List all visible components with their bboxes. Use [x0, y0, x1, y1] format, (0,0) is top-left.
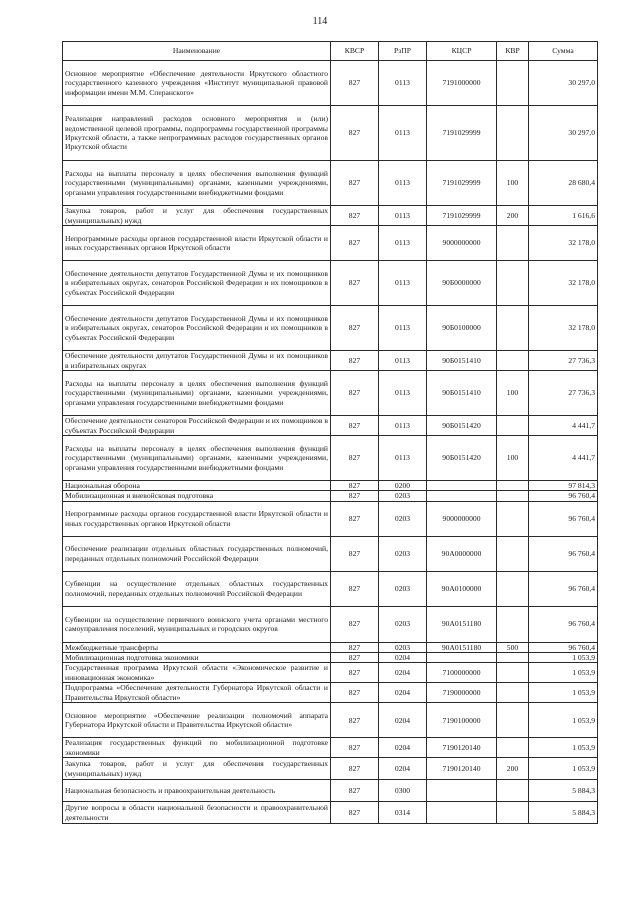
- cell-kcsr: 7191029999: [427, 206, 497, 226]
- table-row: [63, 758, 598, 780]
- cell-kvr: [497, 571, 529, 606]
- cell-name: Мобилизационная подготовка экономики: [63, 652, 331, 662]
- table-row: [63, 491, 598, 501]
- cell-kvsr: 827: [331, 371, 379, 416]
- header-name: Наименование: [63, 42, 331, 61]
- cell-kcsr: 90А0000000: [427, 536, 497, 571]
- cell-sum: 4 441,7: [529, 436, 598, 481]
- table-row: [63, 780, 598, 802]
- cell-kvsr: 827: [331, 663, 379, 683]
- cell-kvr: [497, 780, 529, 802]
- cell-sum: 1 053,9: [529, 652, 598, 662]
- cell-sum: 1 616,6: [529, 206, 598, 226]
- cell-kvsr: 827: [331, 481, 379, 491]
- cell-kcsr: 90Б0100000: [427, 306, 497, 351]
- cell-kcsr: 90Б0151420: [427, 436, 497, 481]
- cell-sum: 96 760,4: [529, 606, 598, 642]
- cell-kcsr: 9000000000: [427, 226, 497, 261]
- cell-rzpr: 0314: [379, 802, 427, 824]
- header-kvr: КВР: [497, 42, 529, 61]
- table-row: [63, 306, 598, 351]
- cell-sum: 96 760,4: [529, 501, 598, 536]
- cell-name: Субвенции на осуществление отдельных областных государственных полномочий, переданных отдельных полномочий Российской Федерации: [63, 571, 331, 606]
- cell-name: Непрограммные расходы органов государственной власти Иркутской области и иных государственных органов Иркутской области: [63, 501, 331, 536]
- cell-kvsr: 827: [331, 536, 379, 571]
- table-row: [63, 606, 598, 642]
- cell-kcsr: 7190000000: [427, 683, 497, 703]
- cell-kcsr: 7191000000: [427, 61, 497, 106]
- cell-rzpr: 0203: [379, 642, 427, 652]
- cell-rzpr: 0113: [379, 226, 427, 261]
- cell-kcsr: 7190120140: [427, 758, 497, 780]
- cell-kvsr: 827: [331, 703, 379, 738]
- cell-kvr: 100: [497, 436, 529, 481]
- cell-sum: 5 884,3: [529, 802, 598, 824]
- cell-kvsr: 827: [331, 758, 379, 780]
- table-row: [63, 738, 598, 758]
- cell-kvsr: 827: [331, 206, 379, 226]
- cell-rzpr: 0113: [379, 416, 427, 436]
- cell-rzpr: 0113: [379, 371, 427, 416]
- cell-kvsr: 827: [331, 571, 379, 606]
- cell-kvr: [497, 652, 529, 662]
- cell-kvr: 100: [497, 371, 529, 416]
- cell-name: Межбюджетные трансферты: [63, 642, 331, 652]
- cell-rzpr: 0113: [379, 306, 427, 351]
- table-row: [63, 161, 598, 206]
- cell-kvsr: 827: [331, 683, 379, 703]
- cell-name: Обеспечение деятельности депутатов Государственной Думы и их помощников в избирательных округах, сенаторов Российской Федерации и их помощников в субъектах Российской Федерации: [63, 261, 331, 306]
- cell-kcsr: 7191029999: [427, 106, 497, 161]
- cell-sum: 1 053,9: [529, 703, 598, 738]
- cell-kcsr: [427, 780, 497, 802]
- cell-rzpr: 0113: [379, 351, 427, 371]
- cell-kvsr: 827: [331, 106, 379, 161]
- budget-table: [62, 41, 598, 824]
- cell-name: Расходы на выплаты персоналу в целях обеспечения выполнения функций государственными (муниципальными) органами, казенными учреждениями, органами управления государственными внебюджетными фондами: [63, 371, 331, 416]
- cell-kcsr: [427, 491, 497, 501]
- cell-name: Основное мероприятие «Обеспечение деятельности Иркутского областного государственного казенного учреждения «Институт муниципальной правовой информации имени М.М. Сперанского»: [63, 61, 331, 106]
- cell-sum: 30 297,0: [529, 106, 598, 161]
- cell-rzpr: 0203: [379, 491, 427, 501]
- cell-sum: 96 760,4: [529, 491, 598, 501]
- cell-name: Расходы на выплаты персоналу в целях обеспечения выполнения функций государственными (муниципальными) органами, казенными учреждениями, органами управления государственными внебюджетными фондами: [63, 161, 331, 206]
- cell-kvsr: 827: [331, 226, 379, 261]
- cell-kvr: [497, 61, 529, 106]
- cell-sum: 30 297,0: [529, 61, 598, 106]
- table-row: [63, 652, 598, 662]
- cell-kcsr: 90Б0000000: [427, 261, 497, 306]
- cell-kvr: [497, 226, 529, 261]
- cell-rzpr: 0204: [379, 652, 427, 662]
- cell-sum: 32 178,0: [529, 261, 598, 306]
- cell-kvr: 200: [497, 758, 529, 780]
- table-row: [63, 206, 598, 226]
- cell-name: Национальная безопасность и правоохранительная деятельность: [63, 780, 331, 802]
- cell-rzpr: 0200: [379, 481, 427, 491]
- header-kcsr: КЦСР: [427, 42, 497, 61]
- cell-kvsr: 827: [331, 491, 379, 501]
- cell-sum: 32 178,0: [529, 306, 598, 351]
- cell-kvsr: 827: [331, 606, 379, 642]
- cell-name: Расходы на выплаты персоналу в целях обеспечения выполнения функций государственными (муниципальными) органами, казенными учреждениями, органами управления государственными внебюджетными фондами: [63, 436, 331, 481]
- cell-name: Другие вопросы в области национальной безопасности и правоохранительной деятельности: [63, 802, 331, 824]
- cell-sum: 5 884,3: [529, 780, 598, 802]
- cell-kvr: 100: [497, 161, 529, 206]
- cell-rzpr: 0204: [379, 758, 427, 780]
- cell-rzpr: 0113: [379, 436, 427, 481]
- table-row: [63, 663, 598, 683]
- cell-name: Закупка товаров, работ и услуг для обеспечения государственных (муниципальных) нужд: [63, 206, 331, 226]
- cell-kvr: [497, 261, 529, 306]
- cell-name: Обеспечение реализации отдельных областных государственных полномочий, переданных отдельных полномочий Российской Федерации: [63, 536, 331, 571]
- table-row: [63, 703, 598, 738]
- cell-rzpr: 0203: [379, 501, 427, 536]
- cell-sum: 27 736,3: [529, 351, 598, 371]
- cell-name: Непрограммные расходы органов государственной власти Иркутской области и иных государственных органов Иркутской области: [63, 226, 331, 261]
- table-row: [63, 642, 598, 652]
- cell-kcsr: 7191029999: [427, 161, 497, 206]
- cell-name: Государственная программа Иркутской области «Экономическое развитие и инновационная экономика»: [63, 663, 331, 683]
- cell-kcsr: [427, 652, 497, 662]
- cell-kvsr: 827: [331, 652, 379, 662]
- cell-rzpr: 0113: [379, 206, 427, 226]
- cell-kvr: [497, 501, 529, 536]
- cell-kcsr: 90Б0151420: [427, 416, 497, 436]
- cell-name: Мобилизационная и вневойсковая подготовка: [63, 491, 331, 501]
- header-rzpr: РзПР: [379, 42, 427, 61]
- cell-sum: 1 053,9: [529, 683, 598, 703]
- cell-kvsr: 827: [331, 738, 379, 758]
- cell-kvsr: 827: [331, 780, 379, 802]
- cell-kvsr: 827: [331, 436, 379, 481]
- cell-name: Реализация направлений расходов основного мероприятия и (или) ведомственной целевой программы, подпрограммы государственной программы Иркутской области, а также непрограммных расходов государственных органов Иркутской области: [63, 106, 331, 161]
- cell-rzpr: 0113: [379, 106, 427, 161]
- table-header-row: [63, 42, 598, 61]
- cell-sum: 28 680,4: [529, 161, 598, 206]
- table-row: [63, 261, 598, 306]
- cell-kcsr: 9000000000: [427, 501, 497, 536]
- cell-name: Подпрограмма «Обеспечение деятельности Губернатора Иркутской области и Правительства Иркутской области»: [63, 683, 331, 703]
- cell-kvsr: 827: [331, 261, 379, 306]
- table-row: [63, 351, 598, 371]
- table-row: [63, 226, 598, 261]
- cell-sum: 96 760,4: [529, 536, 598, 571]
- cell-rzpr: 0113: [379, 261, 427, 306]
- cell-sum: 27 736,3: [529, 371, 598, 416]
- cell-name: Основное мероприятие «Обеспечение реализации полномочий аппарата Губернатора Иркутской области и Правительства Иркутской области»: [63, 703, 331, 738]
- cell-kvr: [497, 351, 529, 371]
- table-row: [63, 436, 598, 481]
- cell-rzpr: 0203: [379, 606, 427, 642]
- cell-kcsr: 7100000000: [427, 663, 497, 683]
- cell-kvr: [497, 491, 529, 501]
- header-sum: Сумма: [529, 42, 598, 61]
- cell-kvr: [497, 663, 529, 683]
- cell-rzpr: 0204: [379, 738, 427, 758]
- cell-kcsr: [427, 802, 497, 824]
- cell-kvsr: 827: [331, 306, 379, 351]
- cell-kvr: [497, 106, 529, 161]
- cell-rzpr: 0113: [379, 61, 427, 106]
- table-row: [63, 683, 598, 703]
- cell-rzpr: 0113: [379, 161, 427, 206]
- cell-kvr: [497, 481, 529, 491]
- cell-sum: 4 441,7: [529, 416, 598, 436]
- table-row: [63, 802, 598, 824]
- cell-kcsr: 90Б0151410: [427, 351, 497, 371]
- cell-kcsr: 90А0100000: [427, 571, 497, 606]
- cell-name: Обеспечение деятельности депутатов Государственной Думы и их помощников в избирательных округах, сенаторов Российской Федерации и их помощников в субъектах Российской Федерации: [63, 306, 331, 351]
- page-number: 114: [312, 16, 328, 27]
- cell-sum: 32 178,0: [529, 226, 598, 261]
- table-row: [63, 536, 598, 571]
- cell-name: Обеспечение деятельности сенаторов Российской Федерации и их помощников в субъектах Российской Федерации: [63, 416, 331, 436]
- table-row: [63, 571, 598, 606]
- cell-rzpr: 0204: [379, 683, 427, 703]
- cell-name: Субвенции на осуществление первичного воинского учета органами местного самоуправления поселений, муниципальных и городских округов: [63, 606, 331, 642]
- header-kvsr: КВСР: [331, 42, 379, 61]
- cell-rzpr: 0300: [379, 780, 427, 802]
- cell-kvr: 200: [497, 206, 529, 226]
- cell-kvsr: 827: [331, 61, 379, 106]
- table-row: [63, 501, 598, 536]
- cell-kcsr: 90А0151180: [427, 642, 497, 652]
- cell-kvr: [497, 703, 529, 738]
- table-row: [63, 61, 598, 106]
- cell-kvr: [497, 738, 529, 758]
- cell-rzpr: 0203: [379, 536, 427, 571]
- cell-sum: 97 814,3: [529, 481, 598, 491]
- cell-rzpr: 0204: [379, 703, 427, 738]
- cell-rzpr: 0203: [379, 571, 427, 606]
- cell-kcsr: 7190100000: [427, 703, 497, 738]
- cell-kvsr: 827: [331, 501, 379, 536]
- table-row: [63, 481, 598, 491]
- cell-kvsr: 827: [331, 161, 379, 206]
- cell-name: Обеспечение деятельности депутатов Государственной Думы и их помощников в избирательных округах: [63, 351, 331, 371]
- cell-name: Национальная оборона: [63, 481, 331, 491]
- cell-name: Закупка товаров, работ и услуг для обеспечения государственных (муниципальных) нужд: [63, 758, 331, 780]
- table-row: [63, 416, 598, 436]
- cell-kvsr: 827: [331, 802, 379, 824]
- cell-kvr: [497, 306, 529, 351]
- cell-kvr: [497, 606, 529, 642]
- table-row: [63, 106, 598, 161]
- cell-sum: 1 053,9: [529, 663, 598, 683]
- cell-kvr: 500: [497, 642, 529, 652]
- cell-kcsr: 7190120140: [427, 738, 497, 758]
- cell-kvsr: 827: [331, 642, 379, 652]
- cell-sum: 96 760,4: [529, 642, 598, 652]
- cell-kcsr: [427, 481, 497, 491]
- cell-kvr: [497, 536, 529, 571]
- cell-kvr: [497, 802, 529, 824]
- cell-kcsr: 90А0151180: [427, 606, 497, 642]
- table-body: [63, 61, 598, 824]
- cell-kcsr: 90Б0151410: [427, 371, 497, 416]
- cell-name: Реализация государственных функций по мобилизационной подготовке экономики: [63, 738, 331, 758]
- cell-kvr: [497, 683, 529, 703]
- table-row: [63, 371, 598, 416]
- cell-rzpr: 0204: [379, 663, 427, 683]
- cell-sum: 96 760,4: [529, 571, 598, 606]
- cell-kvsr: 827: [331, 416, 379, 436]
- cell-kvsr: 827: [331, 351, 379, 371]
- cell-sum: 1 053,9: [529, 738, 598, 758]
- cell-kvr: [497, 416, 529, 436]
- cell-sum: 1 053,9: [529, 758, 598, 780]
